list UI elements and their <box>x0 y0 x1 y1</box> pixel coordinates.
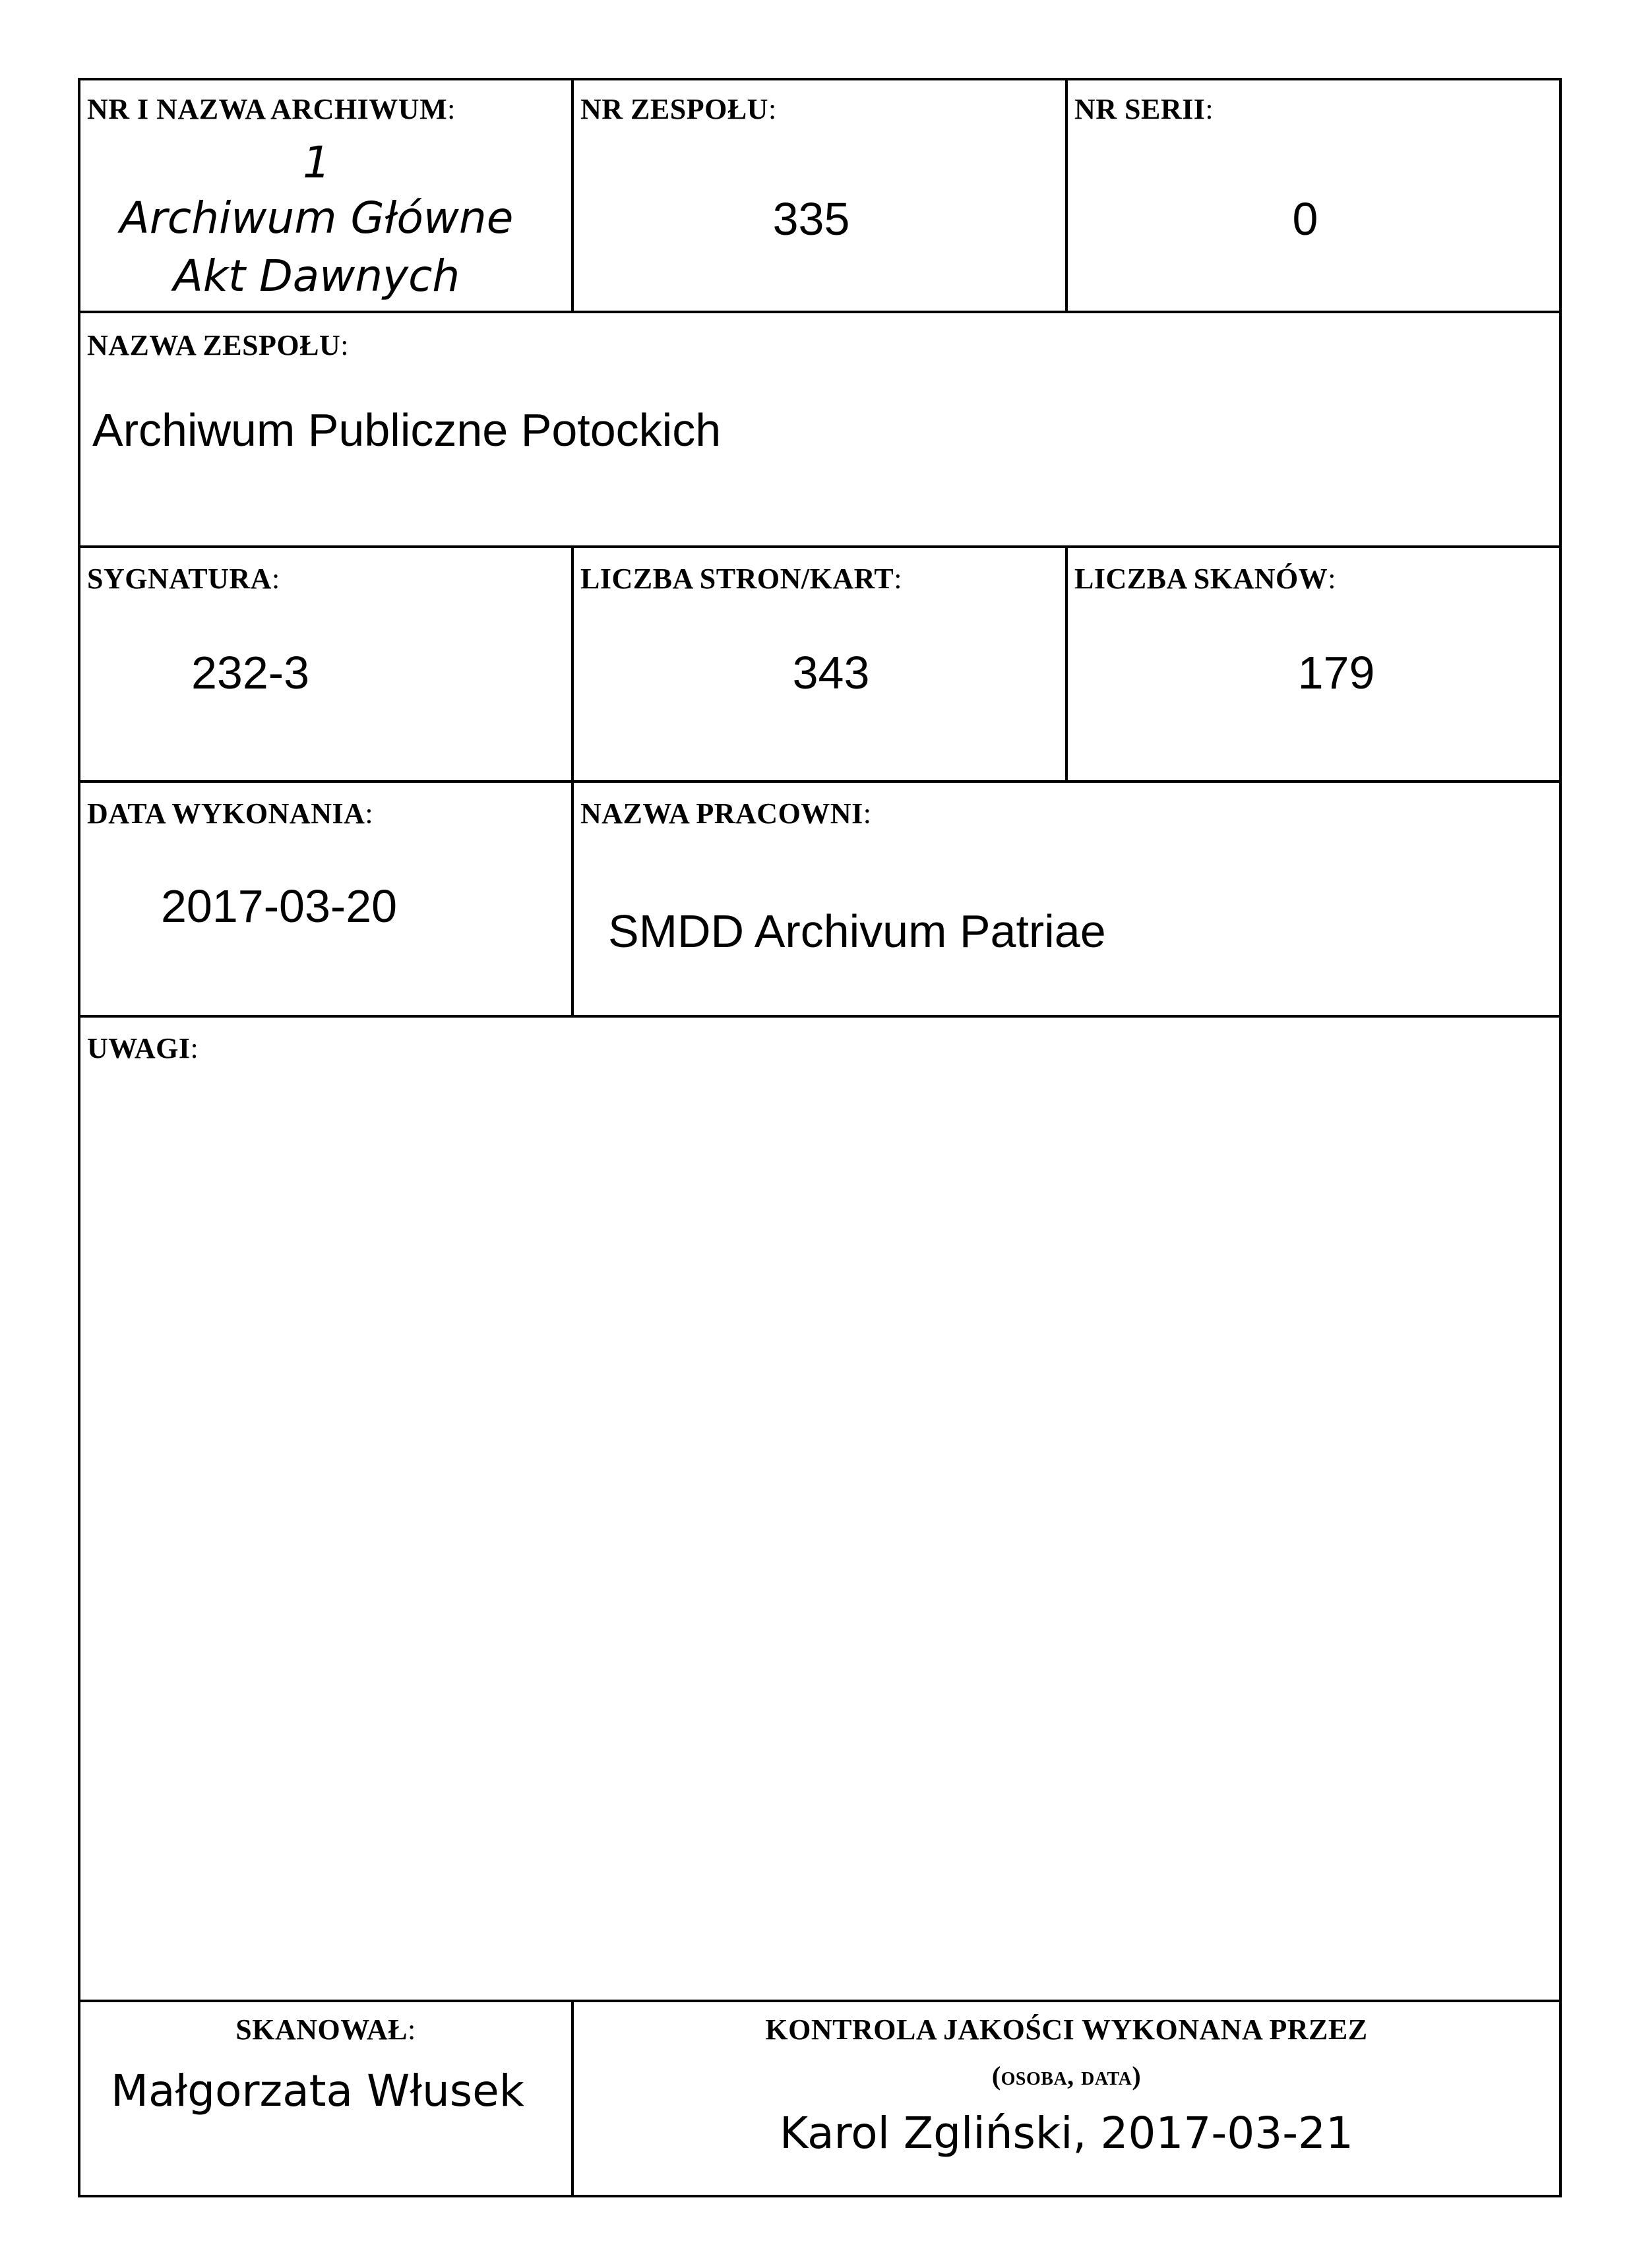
scans-count-label: LICZBA SKANÓW: <box>1074 563 1336 595</box>
archive-number: 1 <box>303 137 330 188</box>
quality-control-label: KONTROLA JAKOŚCI WYKONANA PRZEZ <box>765 2013 1368 2046</box>
quality-control-value: Karol Zgliński, 2017-03-21 <box>779 2108 1354 2159</box>
row-divider <box>78 1015 1562 1018</box>
series-number-value: 0 <box>1292 193 1318 245</box>
pages-count-label: LICZBA STRON/KART: <box>580 563 902 595</box>
series-number-label: NR SERII: <box>1074 93 1214 125</box>
notes-label: UWAGI: <box>87 1032 199 1064</box>
column-divider <box>571 780 574 1015</box>
quality-control-sublabel: (osoba, data) <box>991 2061 1142 2091</box>
metadata-form-frame <box>78 78 1562 2197</box>
row-divider <box>78 2000 1562 2002</box>
archive-name-line2: Akt Dawnych <box>173 251 460 301</box>
scanned-by-value: Małgorzata Włusek <box>111 2066 524 2116</box>
row-divider <box>78 545 1562 548</box>
archive-label: NR I NAZWA ARCHIWUM: <box>87 93 456 125</box>
signature-value: 232-3 <box>191 647 310 698</box>
signature-label: SYGNATURA: <box>87 563 280 595</box>
column-divider <box>571 545 574 780</box>
fond-number-value: 335 <box>772 193 850 245</box>
date-done-label: DATA WYKONANIA: <box>87 797 374 830</box>
workshop-value: SMDD Archivum Patriae <box>608 905 1106 957</box>
fond-name-value: Archiwum Publiczne Potockich <box>92 404 722 456</box>
pages-count-value: 343 <box>792 647 870 698</box>
scans-count-value: 179 <box>1297 647 1375 698</box>
fond-number-label: NR ZESPOŁU: <box>580 93 777 125</box>
date-done-value: 2017-03-20 <box>161 880 398 932</box>
fond-name-label: NAZWA ZESPOŁU: <box>87 329 349 361</box>
archive-name-line1: Archiwum Główne <box>119 193 514 243</box>
row-divider <box>78 780 1562 783</box>
row-divider <box>78 311 1562 313</box>
scanned-by-label: SKANOWAŁ: <box>235 2013 416 2046</box>
workshop-label: NAZWA PRACOWNI: <box>580 797 872 830</box>
